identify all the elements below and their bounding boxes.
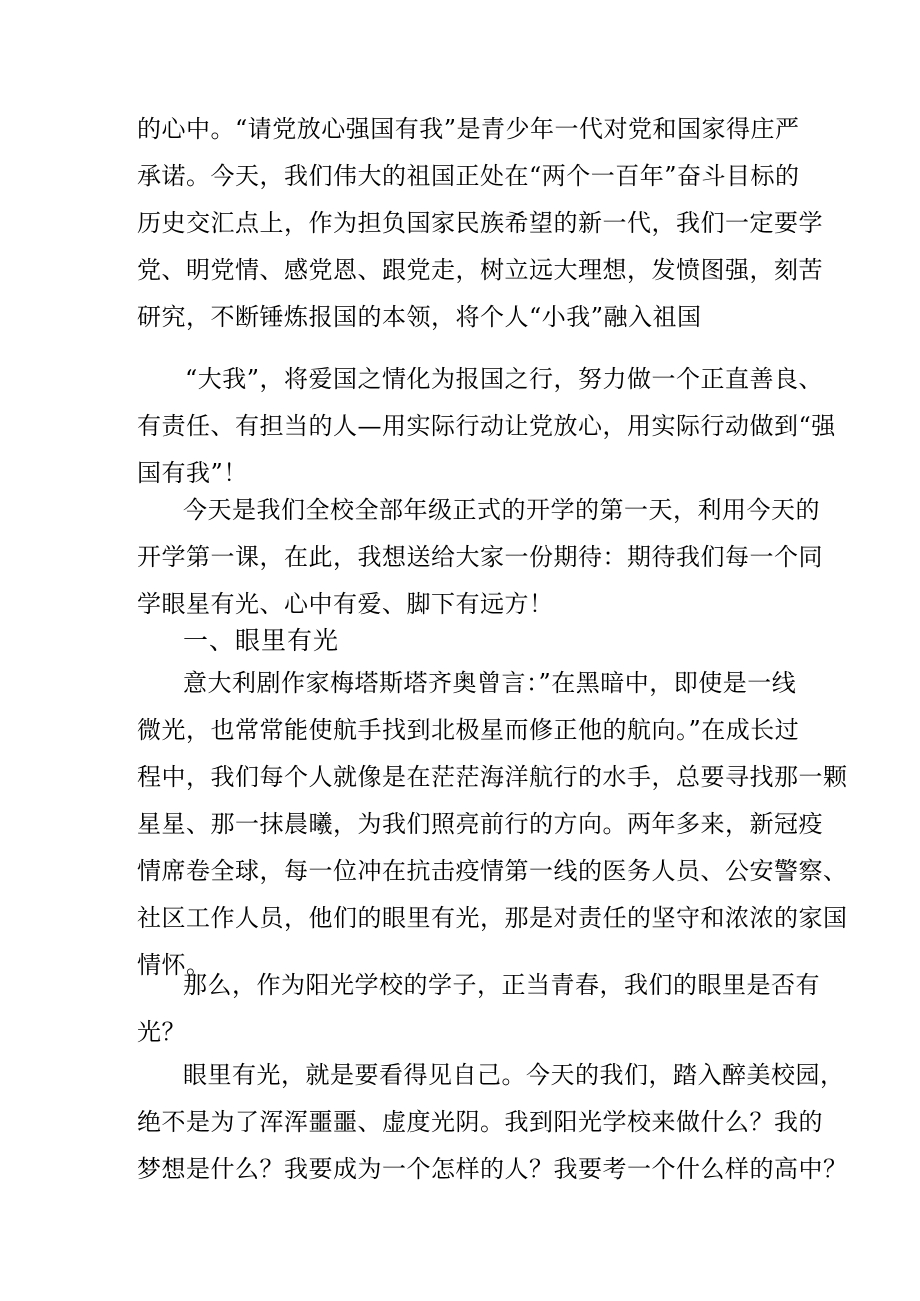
text-line: 研究，不断锤炼报国的本领，将个人“小我”融入祖国: [137, 303, 702, 331]
text-line: 情席卷全球，每一位冲在抗击疫情第一线的医务人员、公安警察、: [137, 857, 848, 885]
paragraph-1: [137, 106, 823, 341]
text-line: 党、明党情、感党恩、跟党走，树立远大理想，发愤图强，刻苦: [137, 256, 823, 284]
text-line: 意大利剧作家梅塔斯塔齐奥曾言：”在黑暗中，即使是一线: [183, 669, 797, 697]
text-line: 社区工作人员，他们的眼里有光，那是对责任的坚守和浓浓的家国: [137, 904, 848, 932]
section-heading-text: 一、眼里有光: [183, 626, 340, 655]
text-line: 承诺。今天，我们伟大的祖国正处在“两个一百年”奋斗目标的: [137, 162, 800, 190]
text-line: 国有我”！: [137, 459, 248, 487]
text-line: 梦想是什么？我要成为一个怎样的人？我要考一个什么样的高中？: [137, 1155, 848, 1183]
paragraph-6: [137, 1052, 848, 1193]
text-line: 有责任、有担当的人—用实际行动让党放心，用实际行动做到“强: [137, 412, 836, 440]
text-line: 眼里有光，就是要看得见自己。今天的我们，踏入醉美校园，: [183, 1061, 845, 1089]
paragraph-4: [137, 660, 848, 989]
text-line: 情怀。: [137, 951, 211, 979]
text-line: 星星、那一抹晨曦，为我们照亮前行的方向。两年多来，新冠疫: [137, 810, 823, 838]
text-line: 绝不是为了浑浑噩噩、虚度光阴。我到阳光学校来做什么？我的: [137, 1108, 823, 1136]
text-line: 今天是我们全校全部年级正式的开学的第一天，利用今天的: [183, 496, 820, 524]
paragraph-3: [137, 487, 823, 628]
text-line: 学眼星有光、心中有爱、脚下有远方！: [137, 590, 554, 618]
text-line: 那么，作为阳光学校的学子，正当青春，我们的眼里是否有: [183, 971, 820, 999]
text-line: 的心中。“请党放心强国有我”是青少年一代对党和国家得庄严: [137, 115, 800, 143]
section-heading: [137, 617, 793, 664]
text-line: 光？: [137, 1018, 186, 1046]
text-line: 微光，也常常能使航手找到北极星而修正他的航向。”在成长过: [137, 716, 800, 744]
text-line: “大我”，将爱国之情化为报国之行，努力做一个正直善良、: [185, 365, 824, 393]
text-line: 开学第一课，在此，我想送给大家一份期待：期待我们每一个同: [137, 543, 823, 571]
paragraph-2: [137, 356, 836, 497]
paragraph-5: [137, 962, 820, 1056]
text-line: 程中，我们每个人就像是在茫茫海洋航行的水手，总要寻找那一颗: [137, 763, 848, 791]
text-line: 历史交汇点上，作为担负国家民族希望的新一代，我们一定要学: [137, 209, 823, 237]
